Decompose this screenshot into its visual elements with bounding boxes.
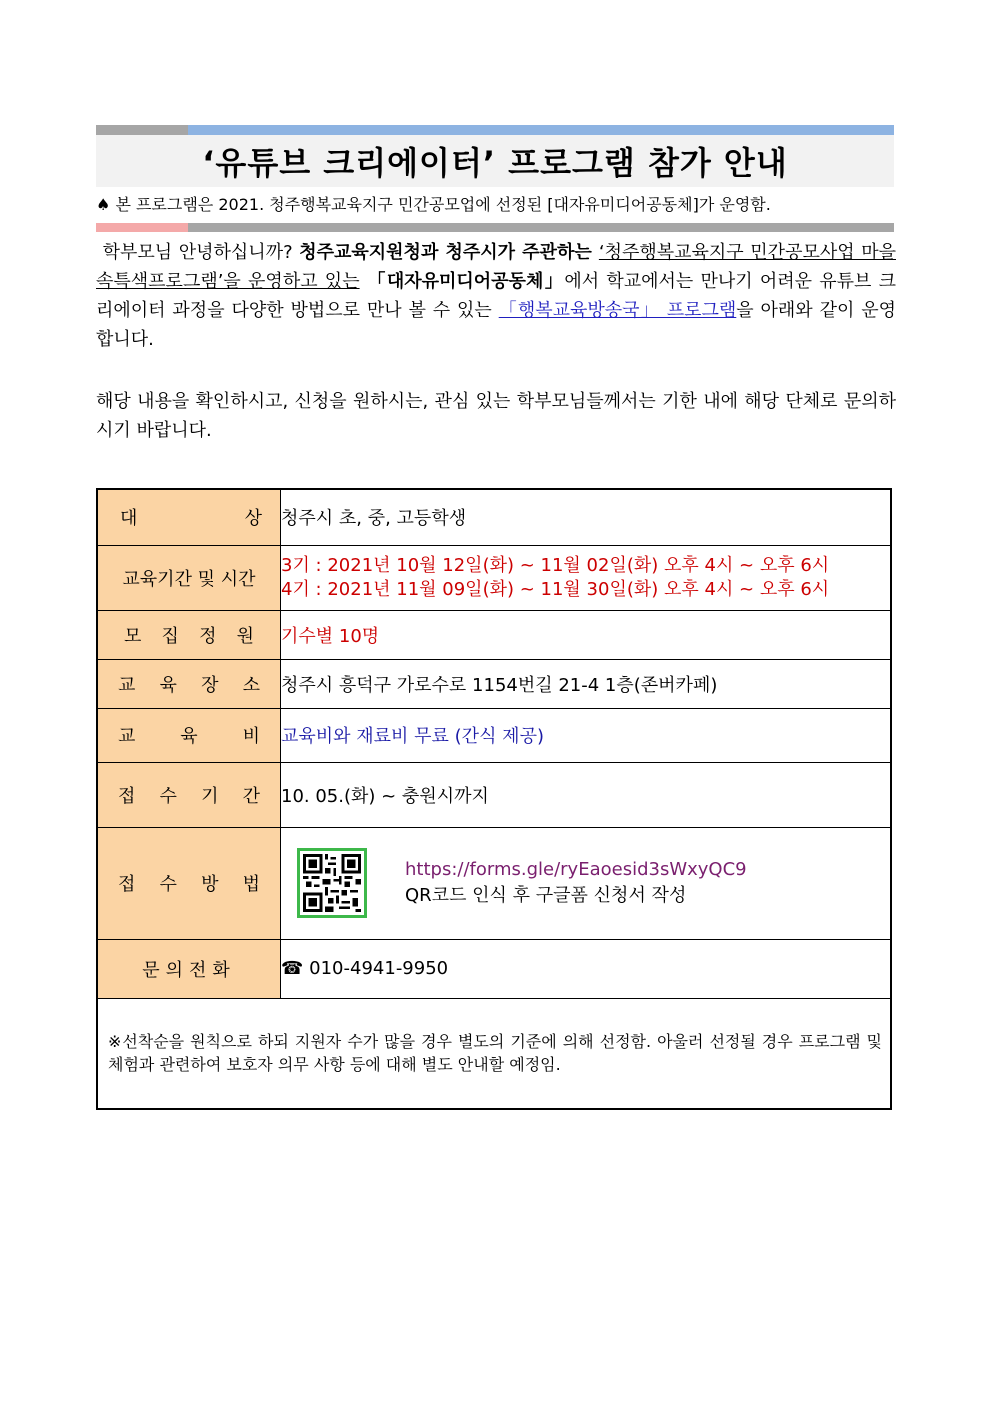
info-table <box>96 488 892 1110</box>
table-row-fee <box>97 708 891 762</box>
program-notice <box>96 192 894 215</box>
reg-period-value: 10. 05.(화) ~ 충원시까지 <box>281 762 892 827</box>
label-char: 방 <box>201 874 219 895</box>
label-char: 모 <box>124 625 142 647</box>
fee-value: 교육비와 재료비 무료 (간식 제공) <box>281 708 892 762</box>
label-char: 수 <box>159 874 177 895</box>
label-char: 접 <box>118 874 136 895</box>
period-line-4: 4기 : 2021년 11월 09일(화) ~ 11월 30일(화) 오후 4시 ~ 오후 6시 <box>281 578 830 600</box>
fee-label <box>97 708 281 762</box>
phone-number[interactable]: 010-4941-9950 <box>309 958 449 979</box>
method-value <box>281 827 892 939</box>
signup-method-desc: QR코드 인식 후 구글폼 신청서 작성 <box>405 885 687 906</box>
table-row-capacity <box>97 610 891 659</box>
spade-icon: ♠ <box>96 195 111 214</box>
period-line-3: 3기 : 2021년 10월 12일(화) ~ 11월 02일(화) 오후 4시 ~ 오후 6시 <box>281 554 830 576</box>
qr-code-icon[interactable] <box>297 848 367 918</box>
label-char: 기 <box>201 785 219 807</box>
label-char: 상 <box>244 508 262 530</box>
label-char: 소 <box>242 674 260 696</box>
table-row-reg-period <box>97 762 891 827</box>
table-row-note <box>97 998 891 1109</box>
label-char: 비 <box>242 726 260 747</box>
contact-value <box>281 939 892 998</box>
label-char: 교 <box>118 726 136 747</box>
selection-note <box>97 998 891 1109</box>
label-char: 접 <box>118 785 136 807</box>
page-title: ‘유튜브 크리에이터’ 프로그램 참가 안내 <box>202 144 788 182</box>
label-char: 육 <box>159 674 177 696</box>
place-label <box>97 659 281 708</box>
qr-code-graphic <box>303 854 361 912</box>
greeting-text: 학부모님 안녕하십니까? <box>102 242 300 263</box>
capacity-label <box>97 610 281 659</box>
label-char: 장 <box>201 674 219 696</box>
label-char: 원 <box>236 625 254 647</box>
label-char: 대 <box>120 508 138 530</box>
table-row-place <box>97 659 891 708</box>
phone-icon: ☎ <box>281 958 304 979</box>
program-notice-text: 본 프로그램은 2021. 청주행복교육지구 민간공모업에 선정된 [대자유미디어공동체]가 운영함. <box>115 195 771 214</box>
contact-label: 문의전화 <box>97 939 281 998</box>
target-value: 청주시 초, 중, 고등학생 <box>281 489 892 545</box>
period-label: 교육기간 및 시간 <box>97 545 281 610</box>
intro-paragraph <box>96 238 896 354</box>
intro-end-text: 을 아래와 같이 운영합니다. <box>96 300 896 350</box>
title-top-bar <box>96 125 894 135</box>
intro-body-text: 에서 학교에서는 만나기 어려운 유튜브 크리에이터 과정을 다양한 방법으로 만나 볼 수 있는 <box>96 271 896 321</box>
selection-note-text: ※선착순을 원칙으로 하되 지원자 수가 많을 경우 별도의 기준에 의해 선정함. 아울러 선정될 경우 프로그램 및 체험과 관련하여 보호자 의무 사항 등에 대해 별도 안내할 예정임. <box>108 1032 882 1075</box>
table-row-method <box>97 827 891 939</box>
target-label <box>97 489 281 545</box>
broadcast-program-text: 「행복교육방송국」 프로그램 <box>498 300 737 321</box>
label-char: 간 <box>242 785 260 807</box>
label-char: 법 <box>242 874 260 895</box>
title-banner <box>96 135 894 187</box>
organizer-text: 청주교육지원청과 청주시가 주관하는 <box>299 242 599 263</box>
signup-form-link[interactable]: https://forms.gle/ryEaoesid3sWxyQC9 <box>405 859 747 880</box>
capacity-value: 기수별 10명 <box>281 610 892 659</box>
label-char: 정 <box>199 625 217 647</box>
reg-period-label <box>97 762 281 827</box>
table-row-contact <box>97 939 891 998</box>
period-value <box>281 545 892 610</box>
label-char: 육 <box>180 726 198 747</box>
label-char: 수 <box>159 785 177 807</box>
table-row-target <box>97 489 891 545</box>
title-bottom-bar <box>96 223 894 232</box>
method-label <box>97 827 281 939</box>
program-name-text: ‘청주행복교육지구 민간공모사업 마을속특색프로그램’을 운영하고 있는 <box>96 242 896 292</box>
community-name-text: 「대자유미디어공동체」 <box>359 271 565 292</box>
label-char: 집 <box>161 625 179 647</box>
place-value: 청주시 흥덕구 가로수로 1154번길 21-4 1층(존버카페) <box>281 659 892 708</box>
label-char: 교 <box>118 674 136 696</box>
table-row-period <box>97 545 891 610</box>
inquiry-paragraph: 해당 내용을 확인하시고, 신청을 원하시는, 관심 있는 학부모님들께서는 기한 내에 해당 단체로 문의하시기 바랍니다. <box>96 391 896 441</box>
